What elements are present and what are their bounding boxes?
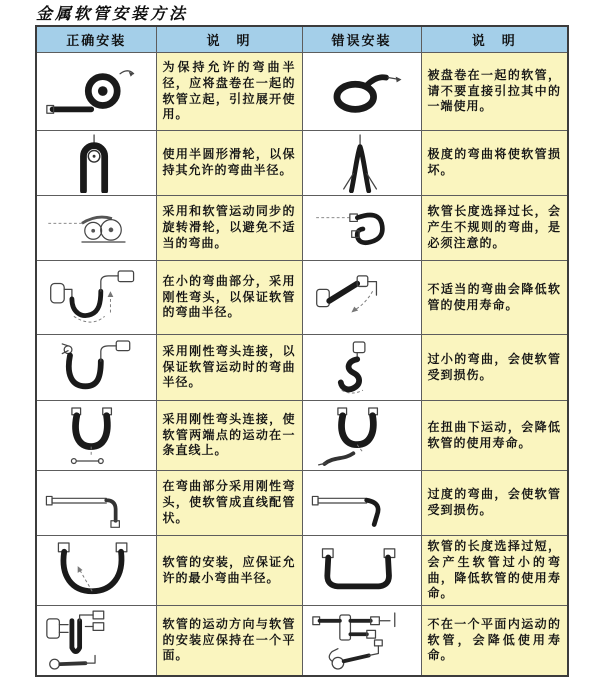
wrong-description: 被盘卷在一起的软管，请不要直接引拉其中的一端使用。 — [421, 53, 568, 131]
rigid-elbow-at-small-bend-icon — [43, 265, 149, 331]
table-row — [36, 335, 568, 401]
overlong-hose-irregular-loop-icon — [309, 199, 415, 257]
coiled-hose-stood-upright-icon — [43, 61, 149, 123]
header-correct-install: 正确安装 — [36, 26, 156, 53]
u-loop-minimum-bend-radius-icon — [43, 539, 149, 603]
correct-illustration-cell — [36, 196, 156, 261]
wrong-description: 不在一个平面内运动的软管，会降低使用寿命。 — [421, 606, 568, 676]
hose-too-small-hook-bend-icon — [309, 338, 415, 398]
correct-illustration-cell — [36, 335, 156, 401]
hose-overbent-at-corner-icon — [309, 474, 415, 532]
coiled-hose-pulled-from-end-icon — [309, 61, 415, 123]
correct-description: 为保持允许的弯曲半径，应将盘卷在一起的软管立起，引拉展开使用。 — [156, 53, 302, 131]
correct-description: 在弯曲部分采用刚性弯头，使软管成直线配管状。 — [156, 471, 302, 536]
wrong-illustration-cell — [302, 471, 421, 536]
table-row — [36, 471, 568, 536]
correct-description: 软管的安装，应保证允许的最小弯曲半径。 — [156, 536, 302, 606]
table-row — [36, 606, 568, 676]
wrong-illustration-cell — [302, 401, 421, 471]
wrong-description: 过度的弯曲，会使软管受到损伤。 — [421, 471, 568, 536]
correct-description: 软管的运动方向与软管的安装应保持在一个平面。 — [156, 606, 302, 676]
wrong-description: 在扭曲下运动，会降低软管的使用寿命。 — [421, 401, 568, 471]
correct-description: 在小的弯曲部分，采用刚性弯头，以保证软管的弯曲半径。 — [156, 261, 302, 335]
wrong-illustration-cell — [302, 261, 421, 335]
table-row — [36, 401, 568, 471]
hose-on-synchronized-rotating-pulleys-icon — [43, 199, 149, 257]
header-description-left: 说 明 — [156, 26, 302, 53]
wrong-description: 软管的长度选择过短，会产生软管过小的弯曲，降低软管的使用寿命。 — [421, 536, 568, 606]
wrong-description: 极度的弯曲将使软管损坏。 — [421, 131, 568, 196]
wrong-description: 不适当的弯曲会降低软管的使用寿命。 — [421, 261, 568, 335]
table-row — [36, 196, 568, 261]
table-row — [36, 131, 568, 196]
wrong-illustration-cell — [302, 335, 421, 401]
table-row — [36, 261, 568, 335]
installation-methods-table — [35, 25, 569, 677]
wrong-illustration-cell — [302, 131, 421, 196]
u-loop-twisted-motion-icon — [309, 404, 415, 468]
correct-description: 使用半圆形滑轮，以保持其允许的弯曲半径。 — [156, 131, 302, 196]
correct-illustration-cell — [36, 401, 156, 471]
header-wrong-install: 错误安装 — [302, 26, 421, 53]
header-description-right: 说 明 — [421, 26, 568, 53]
u-loop-ends-moving-in-line-icon — [43, 404, 149, 468]
correct-illustration-cell — [36, 131, 156, 196]
wrong-illustration-cell — [302, 53, 421, 131]
hose-motion-in-one-plane-icon — [43, 608, 149, 674]
wrong-description: 过小的弯曲，会使软管受到损伤。 — [421, 335, 568, 401]
correct-description: 采用刚性弯头连接，以保证软管运动时的弯曲半径。 — [156, 335, 302, 401]
wrong-illustration-cell — [302, 196, 421, 261]
correct-illustration-cell — [36, 606, 156, 676]
correct-illustration-cell — [36, 471, 156, 536]
improper-sharp-angle-bend-icon — [309, 265, 415, 331]
wrong-illustration-cell — [302, 606, 421, 676]
straight-piping-with-rigid-elbow-icon — [43, 474, 149, 532]
short-hose-flat-bottom-loop-icon — [309, 539, 415, 603]
hose-extreme-sharp-bend-icon — [309, 133, 415, 193]
table-header-row — [36, 26, 568, 53]
correct-description: 采用刚性弯头连接，使软管两端点的运动在一条直线上。 — [156, 401, 302, 471]
correct-description: 采用和软管运动同步的旋转滑轮，以避免不适当的弯曲。 — [156, 196, 302, 261]
correct-illustration-cell — [36, 261, 156, 335]
hose-motion-out-of-plane-icon — [309, 608, 415, 674]
wrong-illustration-cell — [302, 536, 421, 606]
hose-over-semicircular-pulley-icon — [43, 133, 149, 193]
table-row — [36, 53, 568, 131]
page-title: 金属软管安装方法 — [36, 6, 189, 23]
rigid-elbow-connection-u-loop-icon — [43, 338, 149, 398]
table-row — [36, 536, 568, 606]
correct-illustration-cell — [36, 53, 156, 131]
wrong-description: 软管长度选择过长，会产生不规则的弯曲，是必须注意的。 — [421, 196, 568, 261]
correct-illustration-cell — [36, 536, 156, 606]
